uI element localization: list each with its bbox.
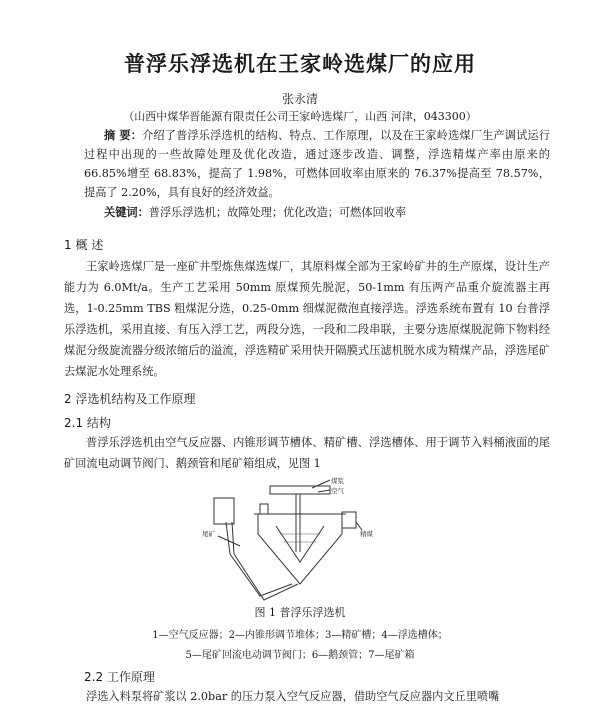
tailings-box bbox=[214, 498, 234, 524]
overview-paragraph: 王家岭选煤厂是一座矿井型炼焦煤选煤厂，其原料煤全部为王家岭矿井的生产原煤，设计生产能力为 6.0Mt/a。生产工艺采用 50mm 原煤预先脱泥，50-1mm 有压两产品重介旋流器主再选，1-0.25mm TBS 粗煤泥分选，0.25-0mm 细煤泥微泡直接浮选。浮选系统布置有 10 台普浮乐浮选机，采用直接、有压入浮工艺，两段分选，一段和二段串联，主要分选原煤脱泥筛下物料经煤泥分级旋流器分级浓缩后的溢流，浮选精矿采用快开隔膜式压滤机脱水成为精煤产品，浮选尾矿去煤泥水处理系统。 bbox=[64, 260, 550, 378]
figure-legend-line-2: 5—尾矿回流电动调节阀门；6—鹅颈管；7—尾矿箱 bbox=[185, 650, 415, 661]
keywords-label: 关键词： bbox=[104, 206, 149, 219]
author-affiliation: （山西中煤华晋能源有限责任公司王家岭选煤厂，山西 河津，043300） bbox=[123, 110, 477, 123]
flotation-machine-figure bbox=[200, 474, 400, 604]
label-air: 空气 bbox=[331, 487, 344, 495]
section-heading-overview: 1 概 述 bbox=[64, 238, 104, 252]
label-feed: 煤浆 bbox=[331, 477, 344, 485]
figure-legend-line-1: 1—空气反应器；2—内锥形调节堆体；3—精矿槽；4—浮选槽体； bbox=[152, 630, 448, 641]
figure-caption: 图 1 普浮乐浮选机 bbox=[254, 606, 346, 619]
gooseneck-pipe bbox=[226, 522, 292, 596]
principle-paragraph: 浮选入料泵将矿浆以 2.0bar 的压力泵入空气反应器，借助空气反应器内文丘里喷嘴 bbox=[86, 690, 500, 703]
air-reactor bbox=[270, 486, 330, 494]
label-tailings: 尾矿 bbox=[202, 530, 215, 538]
abstract-label: 摘 要： bbox=[104, 129, 143, 142]
subsection-heading-structure: 2.1 结构 bbox=[64, 416, 111, 430]
structure-paragraph: 普浮乐浮选机由空气反应器、内锥形调节槽体、精矿槽、浮选槽体、用于调节入料桶液面的尾矿回流电动调节阀门、鹅颈管和尾矿箱组成，见图 1 bbox=[64, 436, 550, 470]
subsection-heading-principle: 2.2 工作原理 bbox=[84, 670, 155, 684]
author-name: 张永清 bbox=[281, 92, 318, 106]
keywords bbox=[104, 204, 550, 220]
keywords-text: 普浮乐浮选机；故障处理；优化改造；可燃体回收率 bbox=[148, 206, 407, 219]
abstract-text: 介绍了普浮乐浮选机的结构、特点、工作原理，以及在王家岭选煤厂生产调试运行过程中出现的一些故障处理及优化改造，通过逐步改造、调整，浮选精煤产率由原来的 66.85%增至 68.83%，提高了 1.98%，可燃体回收率由原来的 76.37%提高至 78.57%，提高了 2.20%，具有良好的经济效益。 bbox=[84, 129, 550, 199]
section-heading-structure: 2 浮选机结构及工作原理 bbox=[64, 392, 196, 406]
paper-title: 普浮乐浮选机在王家岭选煤厂的应用 bbox=[124, 52, 476, 76]
abstract bbox=[84, 126, 550, 202]
label-concentrate: 精煤 bbox=[360, 530, 373, 538]
